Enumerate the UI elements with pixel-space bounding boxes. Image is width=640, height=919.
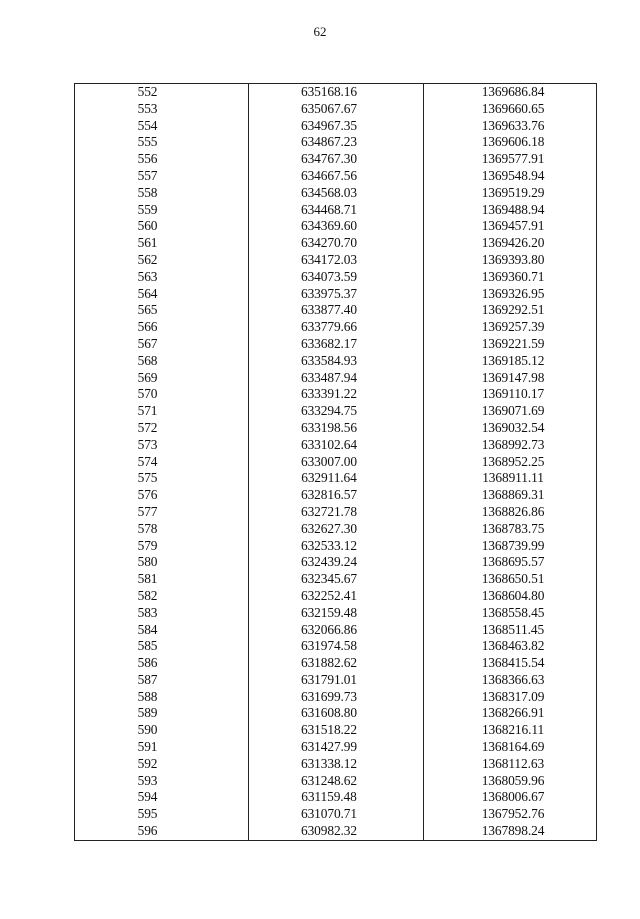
point-number-cell: 590 [75,722,249,739]
y-coordinate-cell: 1368112.63 [424,756,597,773]
table-row [75,605,597,622]
y-coordinate-cell: 1368266.91 [424,705,597,722]
table-row [75,705,597,722]
x-coordinate-cell: 633487.94 [249,370,424,387]
x-coordinate-cell: 634568.03 [249,185,424,202]
point-number-cell: 561 [75,235,249,252]
table-row [75,353,597,370]
table-row [75,437,597,454]
x-coordinate-cell: 633877.40 [249,302,424,319]
point-number-cell: 553 [75,101,249,118]
point-number-cell: 564 [75,286,249,303]
table-row [75,286,597,303]
table-row [75,134,597,151]
point-number-cell: 583 [75,605,249,622]
point-number-cell: 588 [75,689,249,706]
x-coordinate-cell: 631974.58 [249,638,424,655]
x-coordinate-cell: 631159.48 [249,789,424,806]
x-coordinate-cell: 633682.17 [249,336,424,353]
x-coordinate-cell: 631882.62 [249,655,424,672]
y-coordinate-cell: 1368604.80 [424,588,597,605]
point-number-cell: 593 [75,773,249,790]
x-coordinate-cell: 632439.24 [249,554,424,571]
point-number-cell: 596 [75,823,249,840]
y-coordinate-cell: 1369519.29 [424,185,597,202]
y-coordinate-cell: 1369633.76 [424,118,597,135]
table-row [75,302,597,319]
point-number-cell: 572 [75,420,249,437]
table-row [75,689,597,706]
point-number-cell: 594 [75,789,249,806]
x-coordinate-cell: 632627.30 [249,521,424,538]
table-row [75,218,597,235]
y-coordinate-cell: 1369686.84 [424,84,597,101]
x-coordinate-cell: 633584.93 [249,353,424,370]
point-number-cell: 556 [75,151,249,168]
table-row [75,185,597,202]
x-coordinate-cell: 633007.00 [249,454,424,471]
x-coordinate-cell: 631427.99 [249,739,424,756]
x-coordinate-cell: 631070.71 [249,806,424,823]
y-coordinate-cell: 1368783.75 [424,521,597,538]
table-row [75,504,597,521]
coordinates-table-body [75,84,597,841]
point-number-cell: 586 [75,655,249,672]
point-number-cell: 569 [75,370,249,387]
point-number-cell: 589 [75,705,249,722]
table-row [75,118,597,135]
point-number-cell: 570 [75,386,249,403]
y-coordinate-cell: 1369326.95 [424,286,597,303]
point-number-cell: 577 [75,504,249,521]
table-row [75,672,597,689]
x-coordinate-cell: 634867.23 [249,134,424,151]
x-coordinate-cell: 635067.67 [249,101,424,118]
table-row [75,470,597,487]
x-coordinate-cell: 634369.60 [249,218,424,235]
point-number-cell: 558 [75,185,249,202]
table-row [75,168,597,185]
y-coordinate-cell: 1368826.86 [424,504,597,521]
x-coordinate-cell: 635168.16 [249,84,424,101]
table-row [75,487,597,504]
x-coordinate-cell: 633391.22 [249,386,424,403]
y-coordinate-cell: 1369147.98 [424,370,597,387]
x-coordinate-cell: 631248.62 [249,773,424,790]
point-number-cell: 580 [75,554,249,571]
table-row [75,370,597,387]
point-number-cell: 595 [75,806,249,823]
point-number-cell: 576 [75,487,249,504]
table-row [75,386,597,403]
point-number-cell: 581 [75,571,249,588]
x-coordinate-cell: 631791.01 [249,672,424,689]
x-coordinate-cell: 631608.80 [249,705,424,722]
x-coordinate-cell: 632816.57 [249,487,424,504]
y-coordinate-cell: 1369032.54 [424,420,597,437]
table-row [75,722,597,739]
point-number-cell: 574 [75,454,249,471]
point-number-cell: 571 [75,403,249,420]
table-row [75,202,597,219]
y-coordinate-cell: 1369292.51 [424,302,597,319]
x-coordinate-cell: 631338.12 [249,756,424,773]
point-number-cell: 563 [75,269,249,286]
point-number-cell: 552 [75,84,249,101]
table-row [75,622,597,639]
y-coordinate-cell: 1369221.59 [424,336,597,353]
point-number-cell: 578 [75,521,249,538]
x-coordinate-cell: 630982.32 [249,823,424,840]
y-coordinate-cell: 1369660.65 [424,101,597,118]
point-number-cell: 562 [75,252,249,269]
table-row [75,151,597,168]
point-number-cell: 573 [75,437,249,454]
x-coordinate-cell: 632252.41 [249,588,424,605]
x-coordinate-cell: 631518.22 [249,722,424,739]
y-coordinate-cell: 1368317.09 [424,689,597,706]
table-row [75,269,597,286]
y-coordinate-cell: 1369360.71 [424,269,597,286]
point-number-cell: 557 [75,168,249,185]
y-coordinate-cell: 1368695.57 [424,554,597,571]
table-row [75,655,597,672]
table-row [75,756,597,773]
x-coordinate-cell: 634172.03 [249,252,424,269]
x-coordinate-cell: 632345.67 [249,571,424,588]
y-coordinate-cell: 1368511.45 [424,622,597,639]
point-number-cell: 587 [75,672,249,689]
table-row [75,454,597,471]
table-row [75,638,597,655]
y-coordinate-cell: 1368911.11 [424,470,597,487]
y-coordinate-cell: 1368366.63 [424,672,597,689]
point-number-cell: 567 [75,336,249,353]
x-coordinate-cell: 632533.12 [249,538,424,555]
y-coordinate-cell: 1369393.80 [424,252,597,269]
y-coordinate-cell: 1369426.20 [424,235,597,252]
point-number-cell: 565 [75,302,249,319]
y-coordinate-cell: 1369071.69 [424,403,597,420]
y-coordinate-cell: 1367952.76 [424,806,597,823]
point-number-cell: 575 [75,470,249,487]
x-coordinate-cell: 634073.59 [249,269,424,286]
point-number-cell: 554 [75,118,249,135]
x-coordinate-cell: 633294.75 [249,403,424,420]
table-row [75,235,597,252]
y-coordinate-cell: 1368164.69 [424,739,597,756]
table-row [75,773,597,790]
table-row [75,739,597,756]
y-coordinate-cell: 1368739.99 [424,538,597,555]
point-number-cell: 582 [75,588,249,605]
x-coordinate-cell: 633975.37 [249,286,424,303]
x-coordinate-cell: 631699.73 [249,689,424,706]
x-coordinate-cell: 634967.35 [249,118,424,135]
y-coordinate-cell: 1369577.91 [424,151,597,168]
y-coordinate-cell: 1369457.91 [424,218,597,235]
y-coordinate-cell: 1368992.73 [424,437,597,454]
x-coordinate-cell: 633779.66 [249,319,424,336]
y-coordinate-cell: 1369548.94 [424,168,597,185]
y-coordinate-cell: 1367898.24 [424,823,597,840]
x-coordinate-cell: 632911.64 [249,470,424,487]
table-row [75,319,597,336]
y-coordinate-cell: 1368558.45 [424,605,597,622]
x-coordinate-cell: 633102.64 [249,437,424,454]
y-coordinate-cell: 1368216.11 [424,722,597,739]
table-row [75,420,597,437]
point-number-cell: 560 [75,218,249,235]
x-coordinate-cell: 633198.56 [249,420,424,437]
x-coordinate-cell: 634468.71 [249,202,424,219]
table-row [75,521,597,538]
page-number: 62 [313,24,327,39]
x-coordinate-cell: 634270.70 [249,235,424,252]
y-coordinate-cell: 1368952.25 [424,454,597,471]
table-row [75,336,597,353]
point-number-cell: 566 [75,319,249,336]
point-number-cell: 584 [75,622,249,639]
y-coordinate-cell: 1369110.17 [424,386,597,403]
y-coordinate-cell: 1369606.18 [424,134,597,151]
y-coordinate-cell: 1369257.39 [424,319,597,336]
point-number-cell: 555 [75,134,249,151]
point-number-cell: 559 [75,202,249,219]
table-row [75,588,597,605]
y-coordinate-cell: 1368006.67 [424,789,597,806]
table-row [75,571,597,588]
y-coordinate-cell: 1368415.54 [424,655,597,672]
x-coordinate-cell: 632066.86 [249,622,424,639]
x-coordinate-cell: 634667.56 [249,168,424,185]
table-row [75,789,597,806]
table-row [75,823,597,840]
y-coordinate-cell: 1369488.94 [424,202,597,219]
y-coordinate-cell: 1368869.31 [424,487,597,504]
point-number-cell: 585 [75,638,249,655]
y-coordinate-cell: 1368059.96 [424,773,597,790]
table-row [75,252,597,269]
point-number-cell: 591 [75,739,249,756]
x-coordinate-cell: 632159.48 [249,605,424,622]
table-row [75,806,597,823]
table-row [75,101,597,118]
y-coordinate-cell: 1369185.12 [424,353,597,370]
table-row [75,84,597,101]
point-number-cell: 568 [75,353,249,370]
point-number-cell: 579 [75,538,249,555]
x-coordinate-cell: 634767.30 [249,151,424,168]
y-coordinate-cell: 1368463.82 [424,638,597,655]
table-row [75,538,597,555]
table-row [75,403,597,420]
point-number-cell: 592 [75,756,249,773]
table-row [75,554,597,571]
y-coordinate-cell: 1368650.51 [424,571,597,588]
x-coordinate-cell: 632721.78 [249,504,424,521]
coordinates-table [74,83,597,841]
